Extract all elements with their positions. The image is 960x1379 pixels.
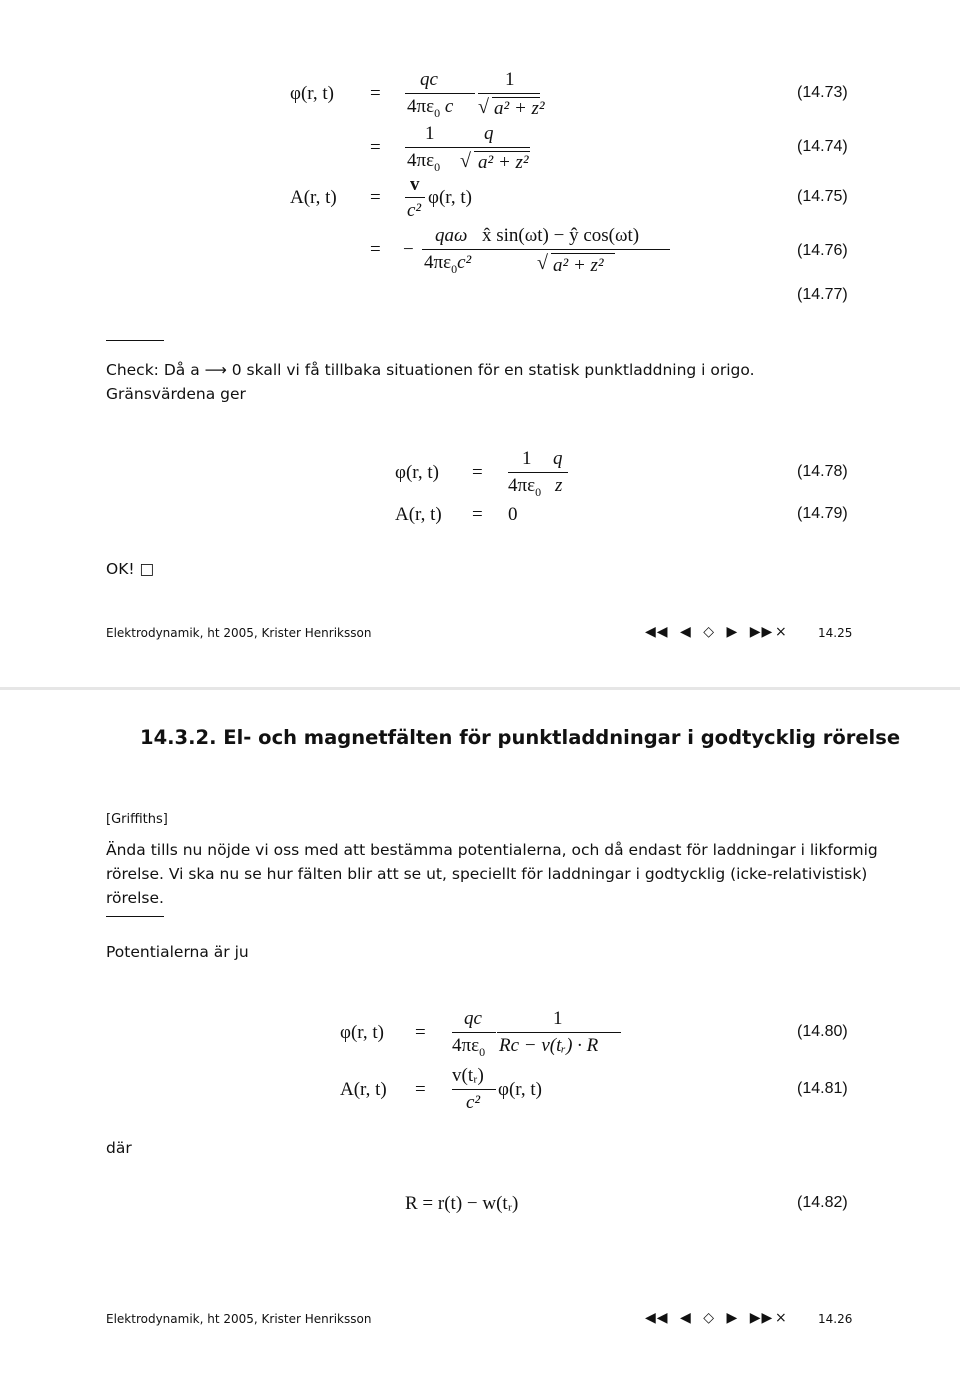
dar-text: där [106, 1139, 132, 1157]
eq73-num1: qc [420, 69, 438, 90]
first-page-icon[interactable]: ◀◀ [645, 1310, 669, 1326]
last-page-icon[interactable]: ▶▶ [749, 1310, 774, 1326]
eq78-lhs: φ(r, t) [395, 462, 439, 483]
eq75-lhs: A(r, t) [290, 187, 337, 208]
eq79-lhs: A(r, t) [395, 504, 442, 525]
eq81-lhs: A(r, t) [340, 1079, 387, 1100]
ok-qed: OK! □ [106, 560, 155, 578]
eq73-den1: $4\pi\varepsilon_0$ c [407, 96, 454, 120]
eq75-den: c² [407, 200, 422, 221]
eq78-den2: z [555, 475, 563, 496]
eq76-den2: a² + z² [553, 255, 604, 276]
eq74-num1: 1 [425, 123, 435, 144]
page-number: 14.26 [818, 1312, 853, 1326]
eq75-num: v [410, 174, 420, 195]
eq74-den2: a² + z² [478, 152, 529, 173]
eq81-rel: = [415, 1079, 426, 1100]
para-line-3: rörelse. [106, 889, 164, 907]
prev-page-icon[interactable]: ◀ [680, 1310, 692, 1326]
home-icon[interactable]: ◇ [703, 624, 716, 640]
footer-text: Elektrodynamik, ht 2005, Krister Henriksson [106, 626, 372, 640]
sqrt-icon: √ [460, 150, 471, 172]
check-paragraph: Check: Då a ⟶ 0 skall vi få tillbaka situationen för en statisk punktladdning i origo. Gränsvärdena ger [106, 361, 755, 403]
sqrt-icon: √ [537, 252, 548, 274]
divider [106, 340, 164, 341]
footer-text: Elektrodynamik, ht 2005, Krister Henriksson [106, 1312, 372, 1326]
nav-controls [645, 1310, 779, 1326]
eq76-minus: − [403, 239, 414, 260]
eq80-lhs: φ(r, t) [340, 1022, 384, 1043]
eq74-rel: = [370, 137, 381, 158]
sqrt-icon: √ [478, 96, 489, 118]
eq73-lhs: φ(r, t) [290, 83, 334, 104]
slide-14-25 [0, 0, 960, 688]
eq76-num2: x̂ sin(ωt) − ŷ cos(ωt) [482, 225, 640, 246]
eq79-number: (14.79) [797, 505, 848, 522]
para-line-2: rörelse. Vi ska nu se hur fälten blir att se ut, speciellt för laddningar i godtycklig (icke-relativistisk) [106, 865, 868, 883]
eq73-num2: 1 [505, 69, 515, 90]
eq74-den1: $4\pi\varepsilon_0$ [407, 150, 441, 174]
eq81-den: c² [466, 1092, 481, 1113]
eq80-number: (14.80) [797, 1023, 848, 1040]
slide-14-26 [0, 690, 960, 1379]
reference: [Griffiths] [106, 812, 168, 827]
eq75-number: (14.75) [797, 188, 848, 205]
eq75-tail: φ(r, t) [428, 187, 472, 208]
eq80-den1: $4\pi\varepsilon_0$ [452, 1035, 486, 1059]
close-icon[interactable]: × [775, 1310, 788, 1326]
eq82-body: R = r(t) − w(tᵣ) [405, 1193, 519, 1214]
potential-text: Potentialerna är ju [106, 943, 249, 961]
eq80-num2: 1 [553, 1008, 563, 1029]
next-page-icon[interactable]: ▶ [726, 624, 739, 640]
eq78-num2: q [553, 448, 563, 469]
para-line-1: Ända tills nu nöjde vi oss med att bestämma potentialerna, och då endast för laddningar i likformig [106, 841, 878, 859]
eq76-number: (14.76) [797, 242, 848, 259]
eq78-den1: $4\pi\varepsilon_0$ [508, 475, 542, 499]
eq76-num1: qaω [435, 225, 468, 246]
section-title: 14.3.2. El- och magnetfälten för punktladdningar i godtycklig rörelse [140, 726, 901, 749]
prev-page-icon[interactable]: ◀ [680, 624, 692, 640]
eq77-number: (14.77) [797, 286, 848, 303]
nav-controls [645, 624, 779, 640]
eq81-tail: φ(r, t) [498, 1079, 542, 1100]
eq80-den2: Rc − v(tᵣ) · R [499, 1035, 599, 1056]
first-page-icon[interactable]: ◀◀ [645, 624, 669, 640]
eq74-number: (14.74) [797, 138, 848, 155]
eq79-rhs: 0 [508, 504, 518, 525]
eq73-number: (14.73) [797, 84, 848, 101]
page-number: 14.25 [818, 626, 853, 640]
eq81-number: (14.81) [797, 1080, 848, 1097]
divider [106, 916, 164, 917]
eq76-rel: = [370, 239, 381, 260]
eq74-num2: q [484, 123, 494, 144]
eq73-rel: = [370, 83, 381, 104]
home-icon[interactable]: ◇ [703, 1310, 716, 1326]
next-page-icon[interactable]: ▶ [726, 1310, 739, 1326]
eq76-den1: $4\pi\varepsilon_0c^2$ [424, 252, 472, 276]
eq80-num1: qc [464, 1008, 482, 1029]
eq81-num: v(tᵣ) [452, 1065, 484, 1086]
eq78-num1: 1 [522, 448, 532, 469]
close-icon[interactable]: × [775, 624, 788, 640]
eq78-rel: = [472, 462, 483, 483]
eq79-rel: = [472, 504, 483, 525]
last-page-icon[interactable]: ▶▶ [749, 624, 774, 640]
eq78-number: (14.78) [797, 463, 848, 480]
eq75-rel: = [370, 187, 381, 208]
eq80-rel: = [415, 1022, 426, 1043]
eq73-den2: a² + z² [494, 98, 545, 119]
eq82-number: (14.82) [797, 1194, 848, 1211]
